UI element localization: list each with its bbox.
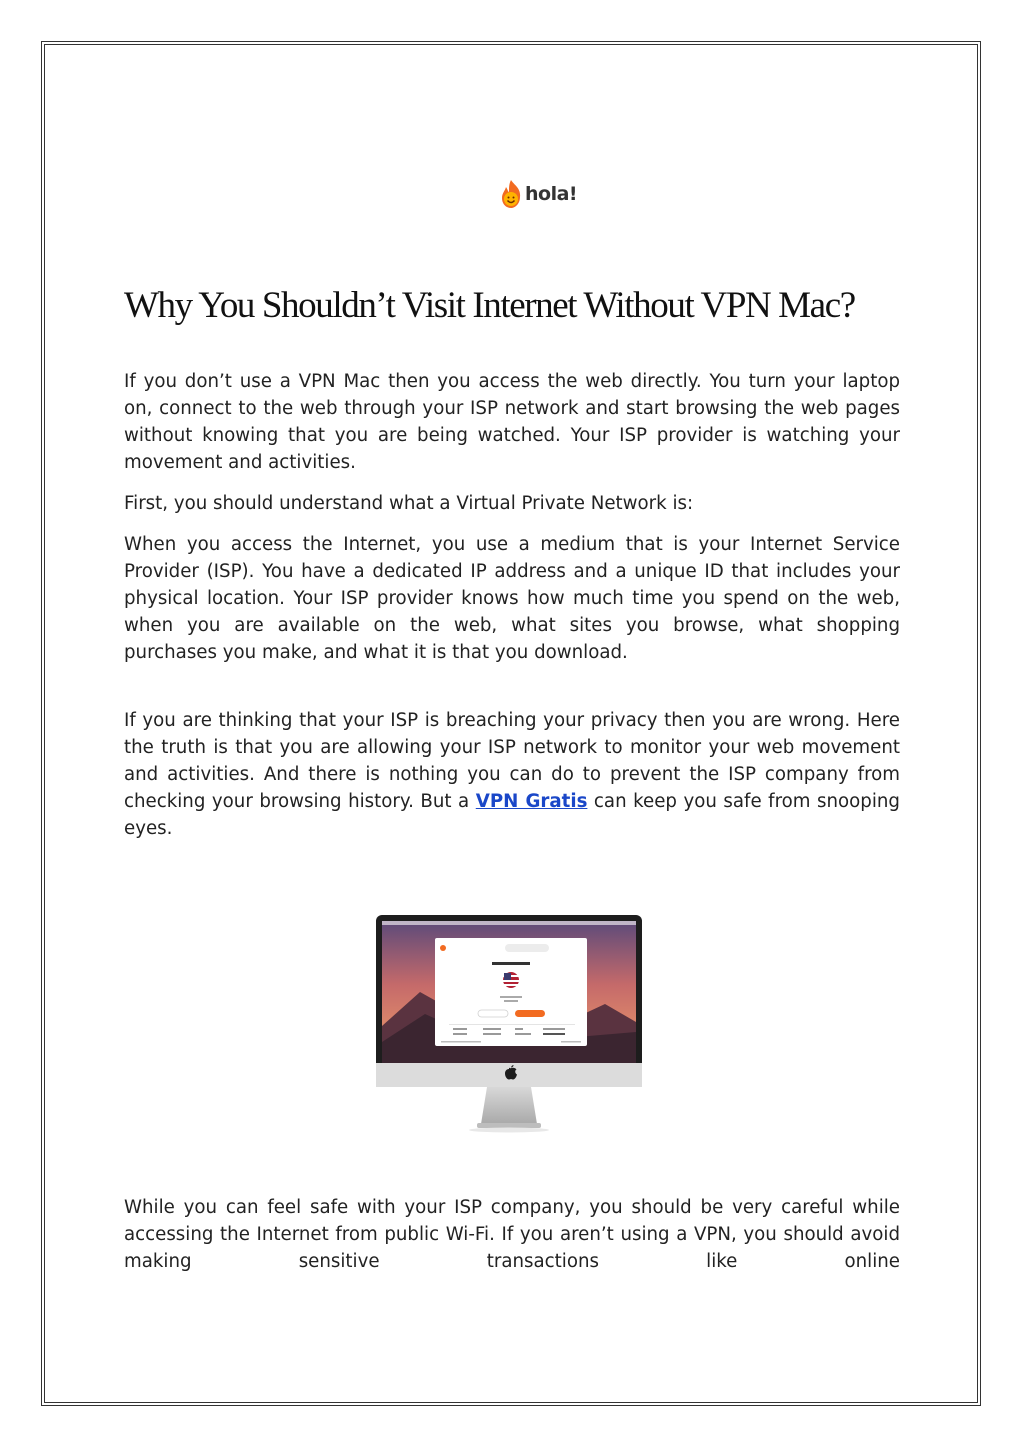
vpn-gratis-link[interactable]: VPN Gratis [475,791,588,812]
paragraph-4 [124,707,900,842]
imac-illustration [375,914,643,1138]
paragraph-4-text-b: can keep you safe from snooping eyes. [124,791,900,839]
paragraph-1: If you don’t use a VPN Mac then you access the web directly. You turn your laptop on, connect to the web through your ISP network and start browsing the web pages without knowing that you are being watched. Your ISP provider is watching your movement and activities. [124,371,900,473]
flame-smiley-icon [500,179,522,209]
logo-text: hola! [525,183,578,205]
paragraph-5: While you can feel safe with your ISP company, you should be very careful while accessing the Internet from public Wi-Fi. If you aren’t using a VPN, you should avoid making sensitive transactions like online [124,1197,900,1272]
paragraph-3: When you access the Internet, you use a medium that is your Internet Service Provider (ISP). You have a dedicated IP address and a unique ID that includes your physical location. Your ISP provider knows how much time you spend on the web, when you are available on the web, what sites you browse, what shopping purchases you make, and what it is that you download. [124,534,900,663]
paragraph-2: First, you should understand what a Virtual Private Network is: [124,493,694,514]
page-title: Why You Shouldn’t Visit Internet Without VPN Mac? [124,285,855,326]
paragraph-4-text-a: If you are thinking that your ISP is breaching your privacy then you are wrong. Here the truth is that you are allowing your ISP network to monitor your web movement and activities. And there is nothing you can do to prevent the ISP company from checking your browsing history. But a [124,710,900,812]
hola-logo [500,177,577,211]
